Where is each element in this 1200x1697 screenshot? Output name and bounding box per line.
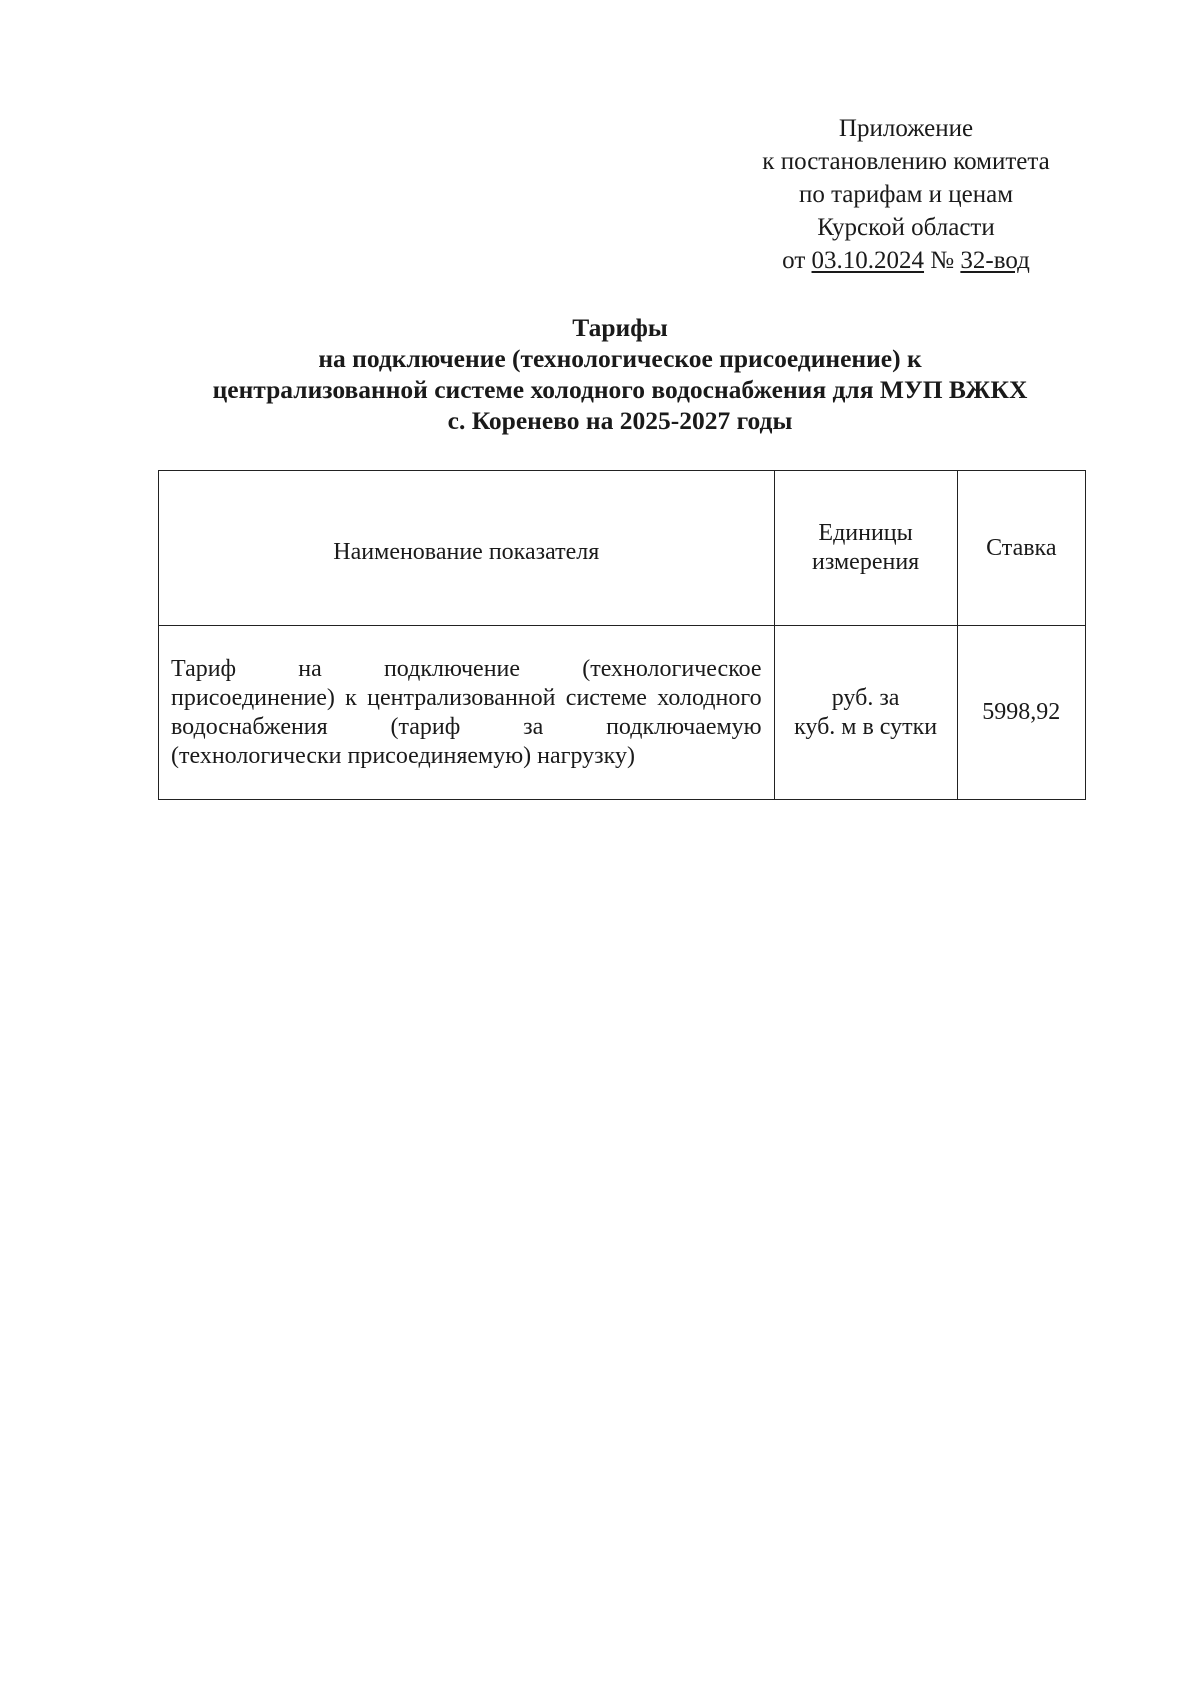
tariff-table: [158, 470, 1086, 800]
row-name-cell: [159, 626, 775, 800]
appendix-date: 03.10.2024: [811, 247, 925, 274]
appendix-resolution-line: к постановлению комитета: [762, 148, 1050, 175]
appendix-region-line: Курской области: [817, 214, 995, 241]
row-rate-value: 5998,92: [982, 699, 1061, 725]
title-line-1: Тарифы: [572, 313, 668, 342]
table-row: [159, 626, 1086, 800]
row-unit-text-1: руб. за: [831, 684, 900, 711]
row-name-text: Тариф на подключение (технологическое присоединение) к централизованной системе холодного водоснабжения (тариф за подключаемую (технологически присоединяемую) нагрузку): [171, 655, 762, 769]
appendix-number-sign: №: [930, 247, 955, 274]
header-unit-cell: [774, 471, 957, 626]
title-line-3: централизованной системе холодного водоснабжения для МУП ВЖКХ: [212, 375, 1028, 404]
table-header-row: [159, 471, 1086, 626]
header-unit-label-1: Единицы: [818, 520, 913, 546]
appendix-committee-line: по тарифам и ценам: [798, 181, 1014, 208]
appendix-number: 32-вод: [960, 247, 1030, 274]
title-line-4: с. Коренево на 2025-2027 годы: [447, 406, 793, 435]
title-line-2: на подключение (технологическое присоединение) к: [318, 344, 922, 373]
appendix-from-label: от: [782, 247, 806, 274]
header-rate-cell: [957, 471, 1085, 626]
header-name-cell: [159, 471, 775, 626]
appendix-date-number-line: [726, 244, 1086, 277]
appendix-label: Приложение: [838, 115, 974, 142]
document-title: [130, 312, 1110, 436]
appendix-header: [726, 112, 1086, 277]
row-unit-text-2: куб. м в сутки: [794, 713, 938, 740]
header-name-label: Наименование показателя: [333, 538, 600, 565]
row-rate-cell: [957, 626, 1085, 800]
header-rate-label: Ставка: [986, 534, 1057, 561]
header-unit-label-2: измерения: [812, 549, 920, 575]
row-unit-cell: [774, 626, 957, 800]
